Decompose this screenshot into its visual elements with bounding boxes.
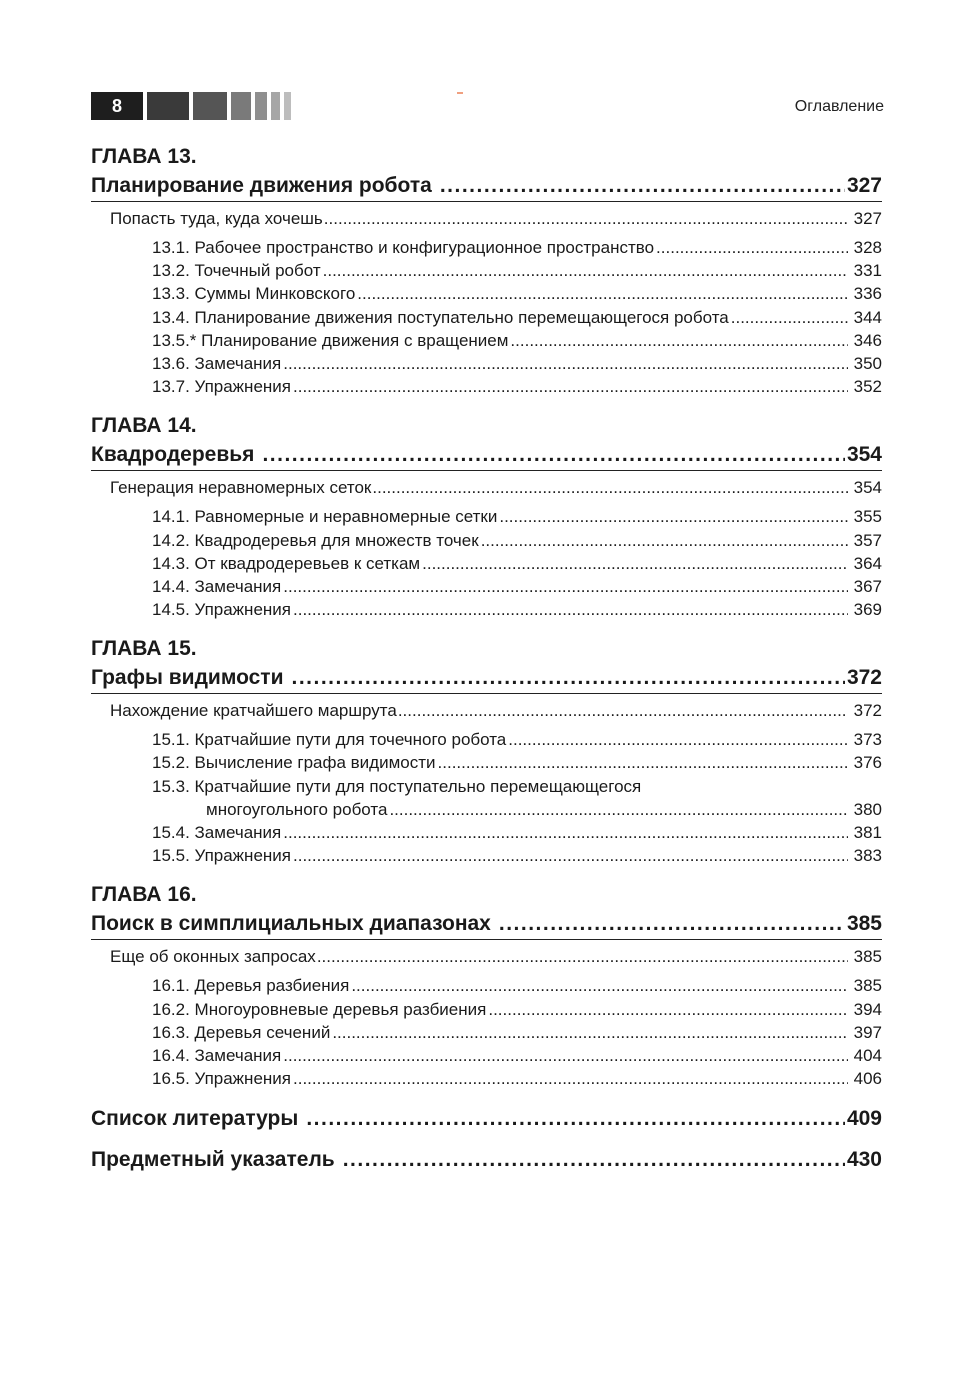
- subsection-page: 357: [853, 530, 882, 550]
- section-title: Попасть туда, куда хочешь: [110, 209, 323, 228]
- subsection-page: 406: [853, 1069, 882, 1089]
- chapter-15: [91, 635, 882, 867]
- leader-dots: [283, 575, 847, 598]
- subsection-entry[interactable]: [91, 998, 882, 1021]
- subsection-page: 376: [853, 753, 882, 773]
- leader-dots: [499, 909, 845, 939]
- subsection-title-continuation: многоугольного робота: [206, 799, 388, 819]
- subsection-title: 15.5. Упражнения: [152, 846, 291, 866]
- subsection-page: 346: [853, 330, 882, 350]
- subsection-title: 13.6. Замечания: [152, 353, 282, 373]
- chapter-label: ГЛАВА 16.: [91, 883, 197, 907]
- running-title: Оглавление: [794, 98, 884, 115]
- subsection-entry[interactable]: [91, 329, 882, 352]
- subsection-title: 13.2. Точечный робот: [152, 261, 321, 281]
- subsection-title: 16.4. Замечания: [152, 1045, 282, 1065]
- section-page: 372: [853, 701, 882, 721]
- subsection-entry[interactable]: [91, 352, 882, 375]
- leader-dots: [357, 282, 847, 305]
- section-page: 354: [853, 478, 882, 498]
- leader-dots: [293, 598, 848, 621]
- subsection-entry[interactable]: [91, 728, 882, 751]
- chapter-14: [91, 412, 882, 621]
- subsection-title: 15.3. Кратчайшие пути для поступательно перемещающегося: [152, 776, 642, 796]
- section-entry[interactable]: [91, 207, 882, 230]
- header-block: [231, 92, 251, 120]
- subsection-entry[interactable]: [91, 505, 882, 528]
- subsection-title: 14.2. Квадродеревья для множеств точек: [152, 530, 479, 550]
- section-entry[interactable]: [91, 476, 882, 499]
- subsection-title: 13.3. Суммы Минковского: [152, 284, 356, 304]
- subsection-page: 404: [853, 1045, 882, 1065]
- subsection-entry-first-line[interactable]: [91, 775, 882, 798]
- subsection-entry-continuation[interactable]: [91, 798, 882, 821]
- index-entry[interactable]: [91, 1145, 882, 1175]
- leader-dots: [343, 1145, 845, 1175]
- back-matter-page: 409: [846, 1107, 882, 1131]
- print-mark: [457, 92, 463, 94]
- leader-dots: [438, 751, 848, 774]
- subsection-entry[interactable]: [91, 375, 882, 398]
- subsection-title: 15.2. Вычисление графа видимости: [152, 753, 436, 773]
- subsection-entry[interactable]: [91, 751, 882, 774]
- subsection-page: 385: [853, 976, 882, 996]
- leader-dots: [398, 699, 848, 722]
- page-number: 8: [91, 92, 143, 120]
- subsection-page: 350: [853, 353, 882, 373]
- subsection-title: 13.7. Упражнения: [152, 377, 291, 397]
- subsection-page: 344: [853, 307, 882, 327]
- subsection-title: 16.1. Деревья разбиения: [152, 976, 350, 996]
- chapter-page: 327: [846, 174, 882, 197]
- leader-dots: [324, 207, 848, 230]
- subsection-entry[interactable]: [91, 259, 882, 282]
- chapter-page: 354: [846, 443, 882, 467]
- header-block: [193, 92, 227, 120]
- chapter-title-entry[interactable]: [91, 440, 882, 471]
- subsection-title: 15.4. Замечания: [152, 823, 282, 842]
- leader-dots: [389, 798, 847, 821]
- leader-dots: [293, 1067, 848, 1090]
- chapter-16: [91, 881, 882, 1090]
- subsection-title: 14.5. Упражнения: [152, 600, 291, 620]
- chapter-label: ГЛАВА 13.: [91, 145, 197, 168]
- chapter-title-entry[interactable]: [91, 909, 882, 940]
- chapter-title: Поиск в симплициальных диапазонах: [91, 912, 491, 936]
- subsection-title: 16.3. Деревья сечений: [152, 1022, 331, 1042]
- subsection-page: 397: [853, 1022, 882, 1042]
- subsection-page: 352: [853, 377, 882, 397]
- chapter-title: Квадродеревья: [91, 443, 255, 467]
- bibliography-entry[interactable]: [91, 1104, 882, 1134]
- subsection-page: 383: [853, 846, 882, 866]
- subsection-page: 336: [853, 284, 882, 304]
- page-header-bar: [91, 92, 291, 120]
- subsection-page: 373: [853, 730, 882, 750]
- subsection-entry[interactable]: [91, 575, 882, 598]
- section-page: 385: [853, 947, 882, 967]
- section-page: 327: [853, 209, 882, 228]
- leader-dots: [293, 844, 848, 867]
- leader-dots: [656, 236, 848, 259]
- leader-dots: [283, 352, 847, 375]
- subsection-page: 369: [853, 600, 882, 620]
- leader-dots: [332, 1021, 847, 1044]
- chapter-label: ГЛАВА 14.: [91, 414, 197, 438]
- chapter-page: 385: [846, 912, 882, 936]
- subsection-title: 15.1. Кратчайшие пути для точечного робота: [152, 730, 507, 750]
- chapter-title: Планирование движения робота: [91, 174, 432, 197]
- subsection-title: 13.4. Планирование движения поступательно перемещающегося робота: [152, 307, 729, 327]
- subsection-page: 394: [853, 999, 882, 1019]
- subsection-entry[interactable]: [91, 598, 882, 621]
- chapter-page: 372: [846, 666, 882, 690]
- header-block: [284, 92, 291, 120]
- chapter-13: [91, 143, 882, 398]
- leader-dots: [262, 440, 845, 470]
- chapter-label: ГЛАВА 15.: [91, 637, 197, 661]
- leader-dots: [293, 375, 848, 398]
- table-of-contents: [91, 143, 882, 1175]
- header-block: [271, 92, 280, 120]
- subsection-page: 331: [853, 261, 882, 281]
- chapter-title-entry[interactable]: [91, 663, 882, 694]
- header-block: [147, 92, 189, 120]
- leader-dots: [283, 821, 847, 844]
- subsection-page: 380: [853, 799, 882, 819]
- subsection-page: 364: [853, 553, 882, 573]
- leader-dots: [440, 171, 845, 201]
- leader-dots: [351, 974, 847, 997]
- leader-dots: [317, 945, 848, 968]
- subsection-entry[interactable]: [91, 1021, 882, 1044]
- subsection-entry[interactable]: [91, 1044, 882, 1067]
- section-entry[interactable]: [91, 945, 882, 968]
- leader-dots: [306, 1104, 845, 1134]
- subsection-entry[interactable]: [91, 236, 882, 259]
- subsection-page: 328: [853, 238, 882, 257]
- leader-dots: [481, 529, 848, 552]
- chapter-title: Графы видимости: [91, 666, 284, 690]
- subsection-title: 13.1. Рабочее пространство и конфигурационное пространство: [152, 238, 655, 257]
- subsection-entry[interactable]: [91, 529, 882, 552]
- leader-dots: [488, 998, 847, 1021]
- subsection-entry[interactable]: [91, 974, 882, 997]
- chapter-title-entry[interactable]: [91, 171, 882, 202]
- subsection-entry[interactable]: [91, 306, 882, 329]
- leader-dots: [731, 306, 848, 329]
- subsection-entry[interactable]: [91, 282, 882, 305]
- subsection-title: 16.5. Упражнения: [152, 1069, 291, 1089]
- subsection-title: 14.3. От квадродеревьев к сеткам: [152, 553, 421, 573]
- subsection-entry[interactable]: [91, 1067, 882, 1090]
- back-matter-page: 430: [846, 1148, 882, 1172]
- leader-dots: [283, 1044, 847, 1067]
- header-block: [255, 92, 267, 120]
- subsection-entry[interactable]: [91, 552, 882, 575]
- leader-dots: [499, 505, 847, 528]
- subsection-title: 14.1. Равномерные и неравномерные сетки: [152, 507, 498, 527]
- leader-dots: [508, 728, 847, 751]
- leader-dots: [292, 663, 845, 693]
- leader-dots: [510, 329, 847, 352]
- subsection-title: 13.5.* Планирование движения с вращением: [152, 330, 509, 350]
- subsection-title: 14.4. Замечания: [152, 576, 282, 596]
- leader-dots: [372, 476, 847, 499]
- leader-dots: [422, 552, 848, 575]
- section-title: Нахождение кратчайшего маршрута: [110, 701, 397, 721]
- section-entry[interactable]: [91, 699, 882, 722]
- subsection-entry[interactable]: [91, 844, 882, 867]
- subsection-page: 381: [853, 823, 882, 842]
- leader-dots: [323, 259, 848, 282]
- subsection-title: 16.2. Многоуровневые деревья разбиения: [152, 999, 487, 1019]
- back-matter-title: Список литературы: [91, 1107, 299, 1131]
- subsection-entry[interactable]: [91, 821, 882, 844]
- section-title: Генерация неравномерных сеток: [110, 478, 372, 498]
- back-matter-title: Предметный указатель: [91, 1148, 335, 1172]
- subsection-page: 367: [853, 576, 882, 596]
- subsection-page: 355: [853, 507, 882, 527]
- section-title: Еще об оконных запросах: [110, 947, 316, 967]
